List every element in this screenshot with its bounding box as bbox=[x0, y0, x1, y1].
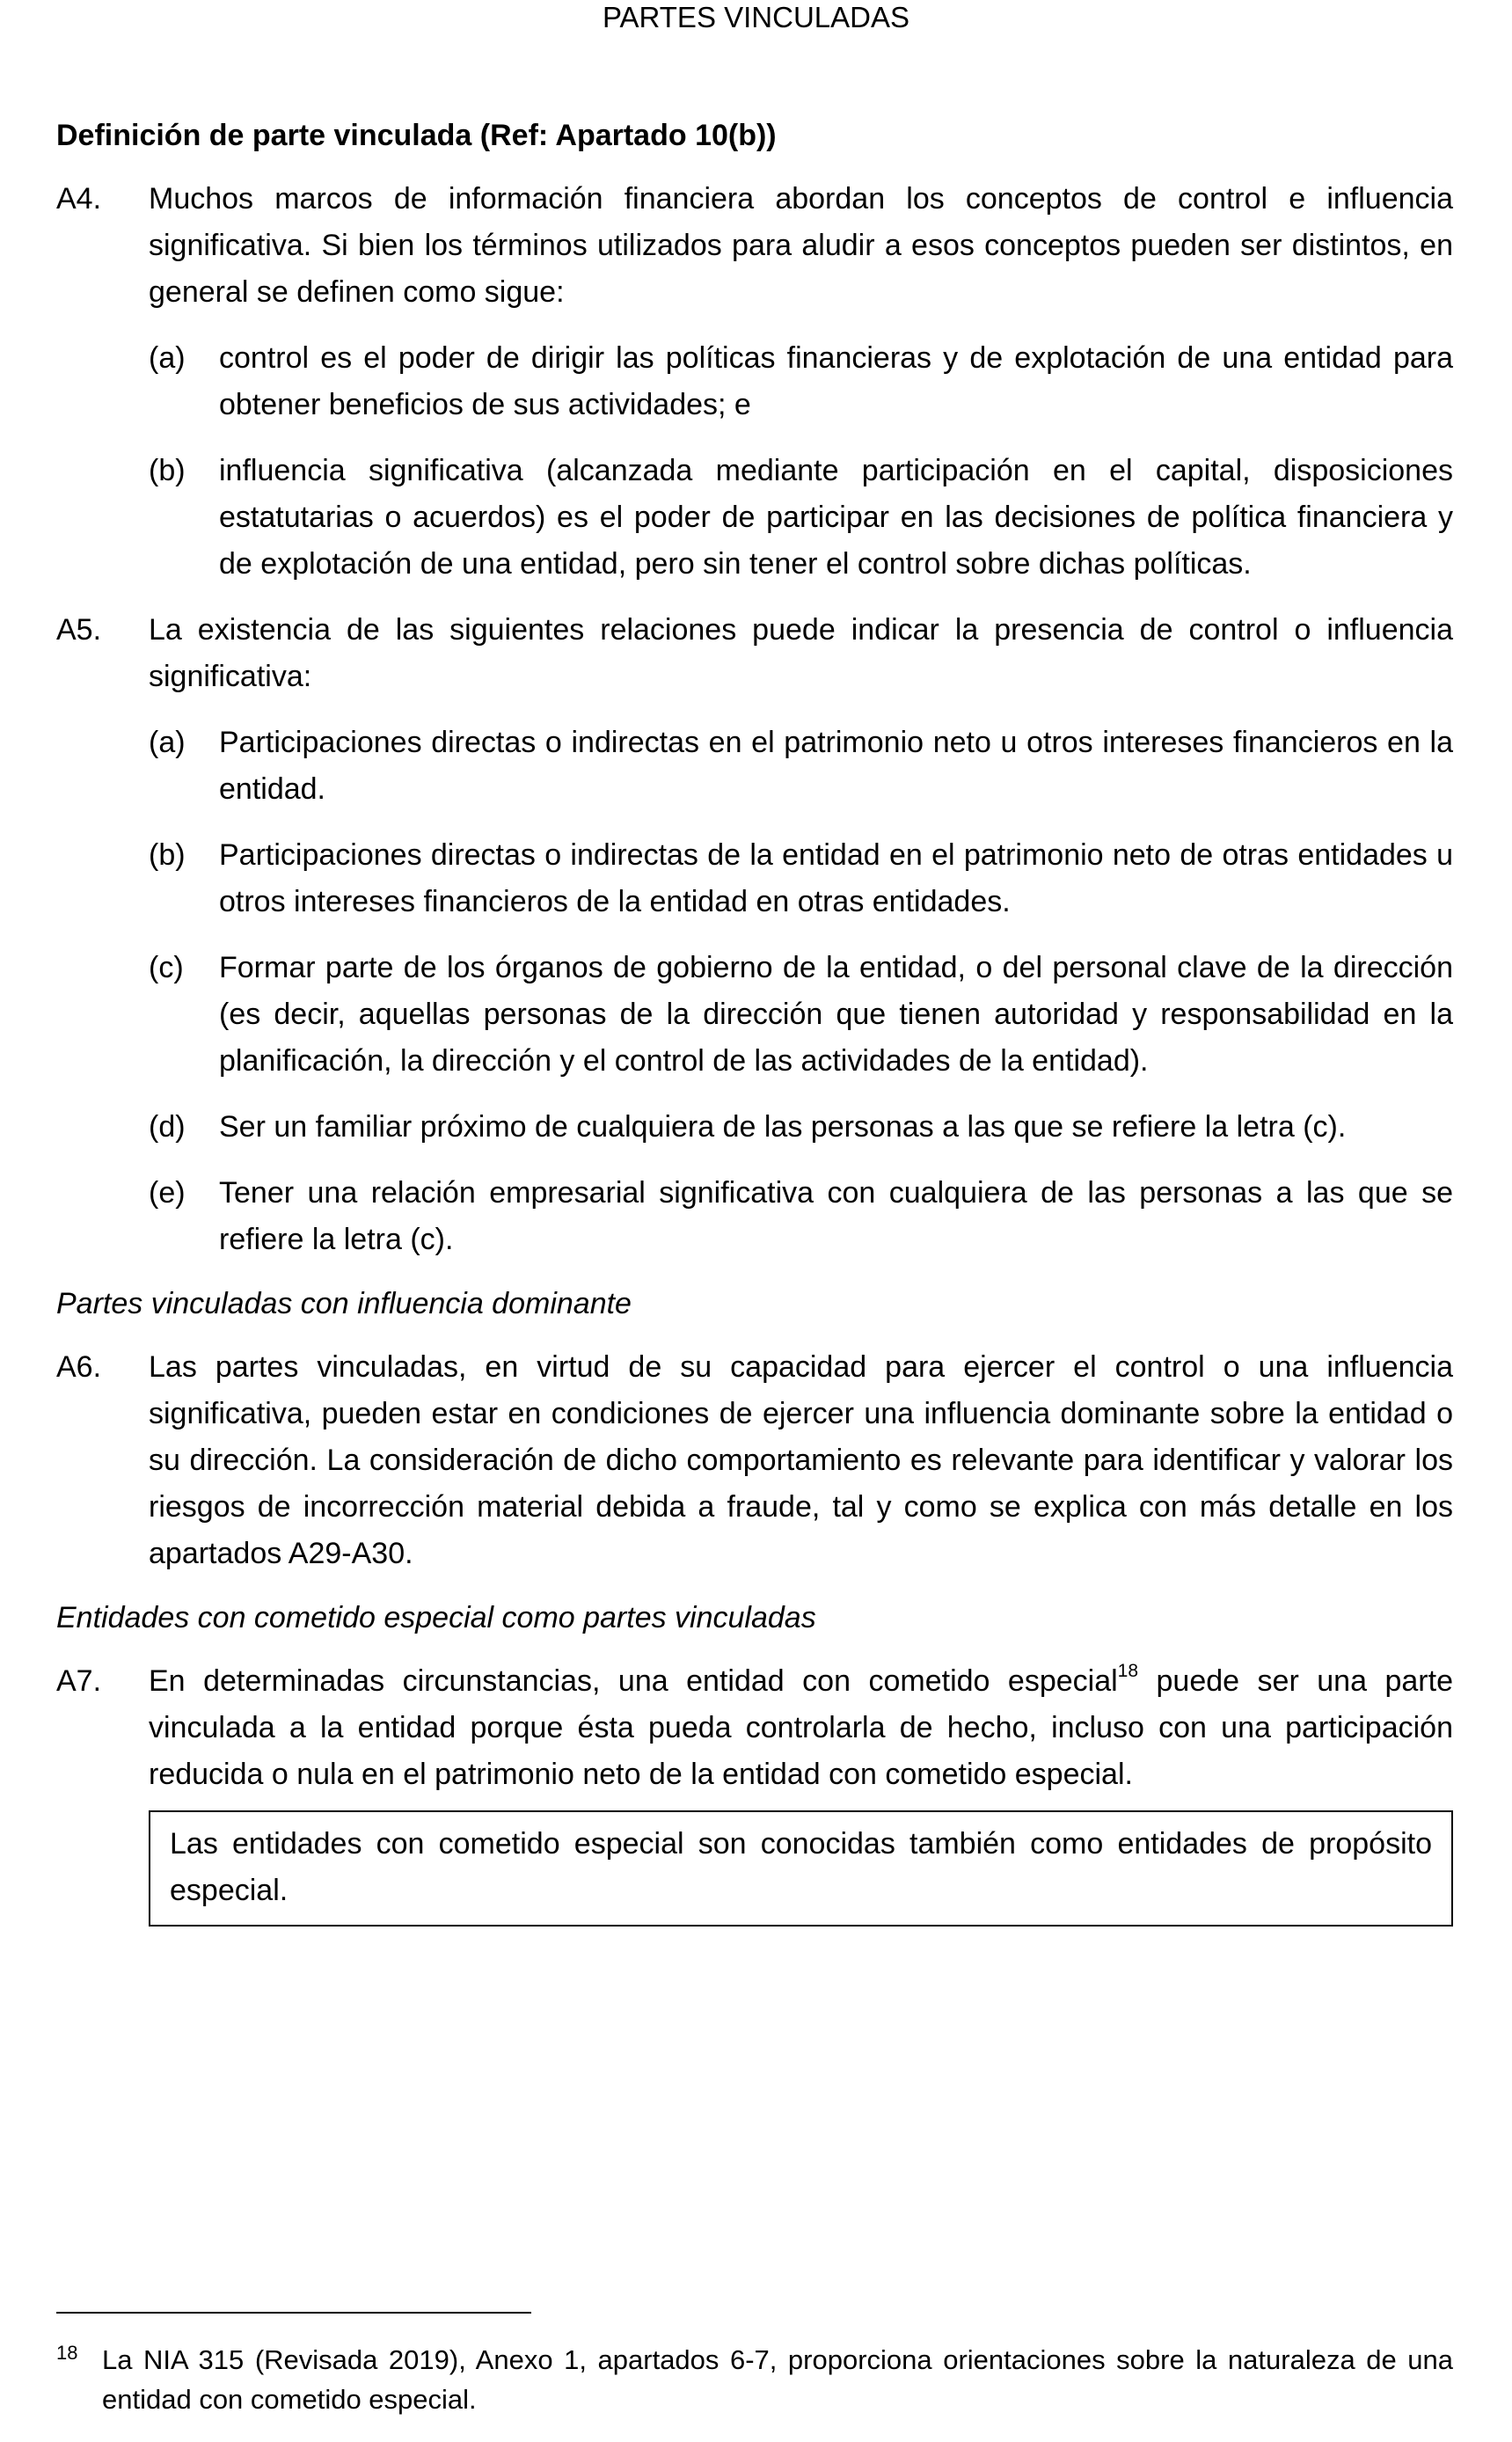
list-item-label: (c) bbox=[149, 951, 184, 984]
paragraph-text-after: puede ser una parte vinculada a la entidad porque ésta pueda controlarla de hecho, incluso con una participación reducida o nula en el patrimonio neto de la entidad con cometido especial. bbox=[149, 1664, 1453, 1791]
list-item-text: influencia significativa (alcanzada mediante participación en el capital, disposiciones estatutarias o acuerdos) es el poder de participar en las decisiones de política financiera y de explotación de una entidad, pero sin tener el control sobre dichas políticas. bbox=[219, 454, 1453, 581]
list-item bbox=[149, 335, 1453, 428]
subheading-dominant-influence: Partes vinculadas con influencia dominante bbox=[56, 1287, 632, 1320]
footnote bbox=[56, 2340, 1453, 2419]
paragraph-text bbox=[149, 1658, 1453, 1798]
subheading-special-purpose-entities: Entidades con cometido especial como partes vinculadas bbox=[56, 1601, 816, 1634]
document-body bbox=[56, 114, 1453, 1927]
list-item-text: Tener una relación empresarial significativa con cualquiera de las personas a las que se refiere la letra (c). bbox=[219, 1176, 1453, 1256]
sub-list bbox=[149, 720, 1453, 1263]
sub-list bbox=[149, 335, 1453, 588]
paragraph-body bbox=[149, 1344, 1453, 1577]
note-box: Las entidades con cometido especial son conocidas también como entidades de propósito especial. bbox=[149, 1810, 1453, 1927]
list-item-text: Participaciones directas o indirectas de la entidad en el patrimonio neto de otras entidades u otros intereses financieros de la entidad en otras entidades. bbox=[219, 838, 1453, 918]
footnote-separator bbox=[56, 2312, 531, 2314]
paragraph-body bbox=[149, 176, 1453, 588]
paragraph-text: La existencia de las siguientes relaciones puede indicar la presencia de control o influencia significativa: bbox=[149, 613, 1453, 693]
paragraph-a4 bbox=[56, 176, 1453, 588]
list-item-text: control es el poder de dirigir las políticas financieras y de explotación de una entidad para obtener beneficios de sus actividades; e bbox=[219, 341, 1453, 421]
list-item-label: (b) bbox=[149, 454, 186, 487]
paragraph-body bbox=[149, 1658, 1453, 1798]
list-item-text: Ser un familiar próximo de cualquiera de las personas a las que se refiere la letra (c). bbox=[219, 1110, 1347, 1144]
paragraph-text: Las partes vinculadas, en virtud de su capacidad para ejercer el control o una influencia significativa, pueden estar en condiciones de ejercer una influencia dominante sobre la entidad o su dirección. La consideración de dicho comportamiento es relevante para identificar y valorar los riesgos de incorrección material debida a fraude, tal y como se explica con más detalle en los apartados A29-A30. bbox=[149, 1350, 1453, 1570]
paragraph-number: A5. bbox=[56, 613, 102, 647]
list-item bbox=[149, 1170, 1453, 1263]
section-title: Definición de parte vinculada (Ref: Apartado 10(b)) bbox=[56, 119, 777, 152]
list-item bbox=[149, 1104, 1453, 1151]
list-item-label: (e) bbox=[149, 1176, 186, 1210]
list-item bbox=[149, 945, 1453, 1085]
paragraph-body bbox=[149, 607, 1453, 1263]
list-item bbox=[149, 448, 1453, 588]
footnote-number: 18 bbox=[56, 2342, 78, 2364]
paragraph-text: Muchos marcos de información financiera abordan los conceptos de control e influencia significativa. Si bien los términos utilizados para aludir a esos conceptos pueden ser distintos, en general se definen como sigue: bbox=[149, 182, 1453, 309]
page-header: PARTES VINCULADAS bbox=[602, 1, 910, 33]
paragraph-a5 bbox=[56, 607, 1453, 1263]
list-item-label: (d) bbox=[149, 1110, 186, 1144]
paragraph-a7 bbox=[56, 1658, 1453, 1798]
list-item bbox=[149, 832, 1453, 925]
paragraph-text-before: En determinadas circunstancias, una entidad con cometido especial bbox=[149, 1664, 1118, 1698]
list-item-label: (b) bbox=[149, 838, 186, 872]
paragraph-a6 bbox=[56, 1344, 1453, 1577]
paragraph-number: A7. bbox=[56, 1664, 102, 1698]
list-item bbox=[149, 720, 1453, 813]
paragraph-number: A4. bbox=[56, 182, 102, 216]
footnote-text: La NIA 315 (Revisada 2019), Anexo 1, apartados 6-7, proporciona orientaciones sobre la naturaleza de una entidad con cometido especial. bbox=[102, 2344, 1453, 2415]
list-item-label: (a) bbox=[149, 726, 186, 759]
list-item-text: Formar parte de los órganos de gobierno de la entidad, o del personal clave de la dirección (es decir, aquellas personas de la dirección que tienen autoridad y responsabilidad en la planificación, la dirección y el control de las actividades de la entidad). bbox=[219, 951, 1453, 1078]
list-item-text: Participaciones directas o indirectas en el patrimonio neto u otros intereses financieros en la entidad. bbox=[219, 726, 1453, 806]
paragraph-number: A6. bbox=[56, 1350, 102, 1384]
footnote-reference[interactable]: 18 bbox=[1117, 1661, 1139, 1681]
list-item-label: (a) bbox=[149, 341, 186, 375]
